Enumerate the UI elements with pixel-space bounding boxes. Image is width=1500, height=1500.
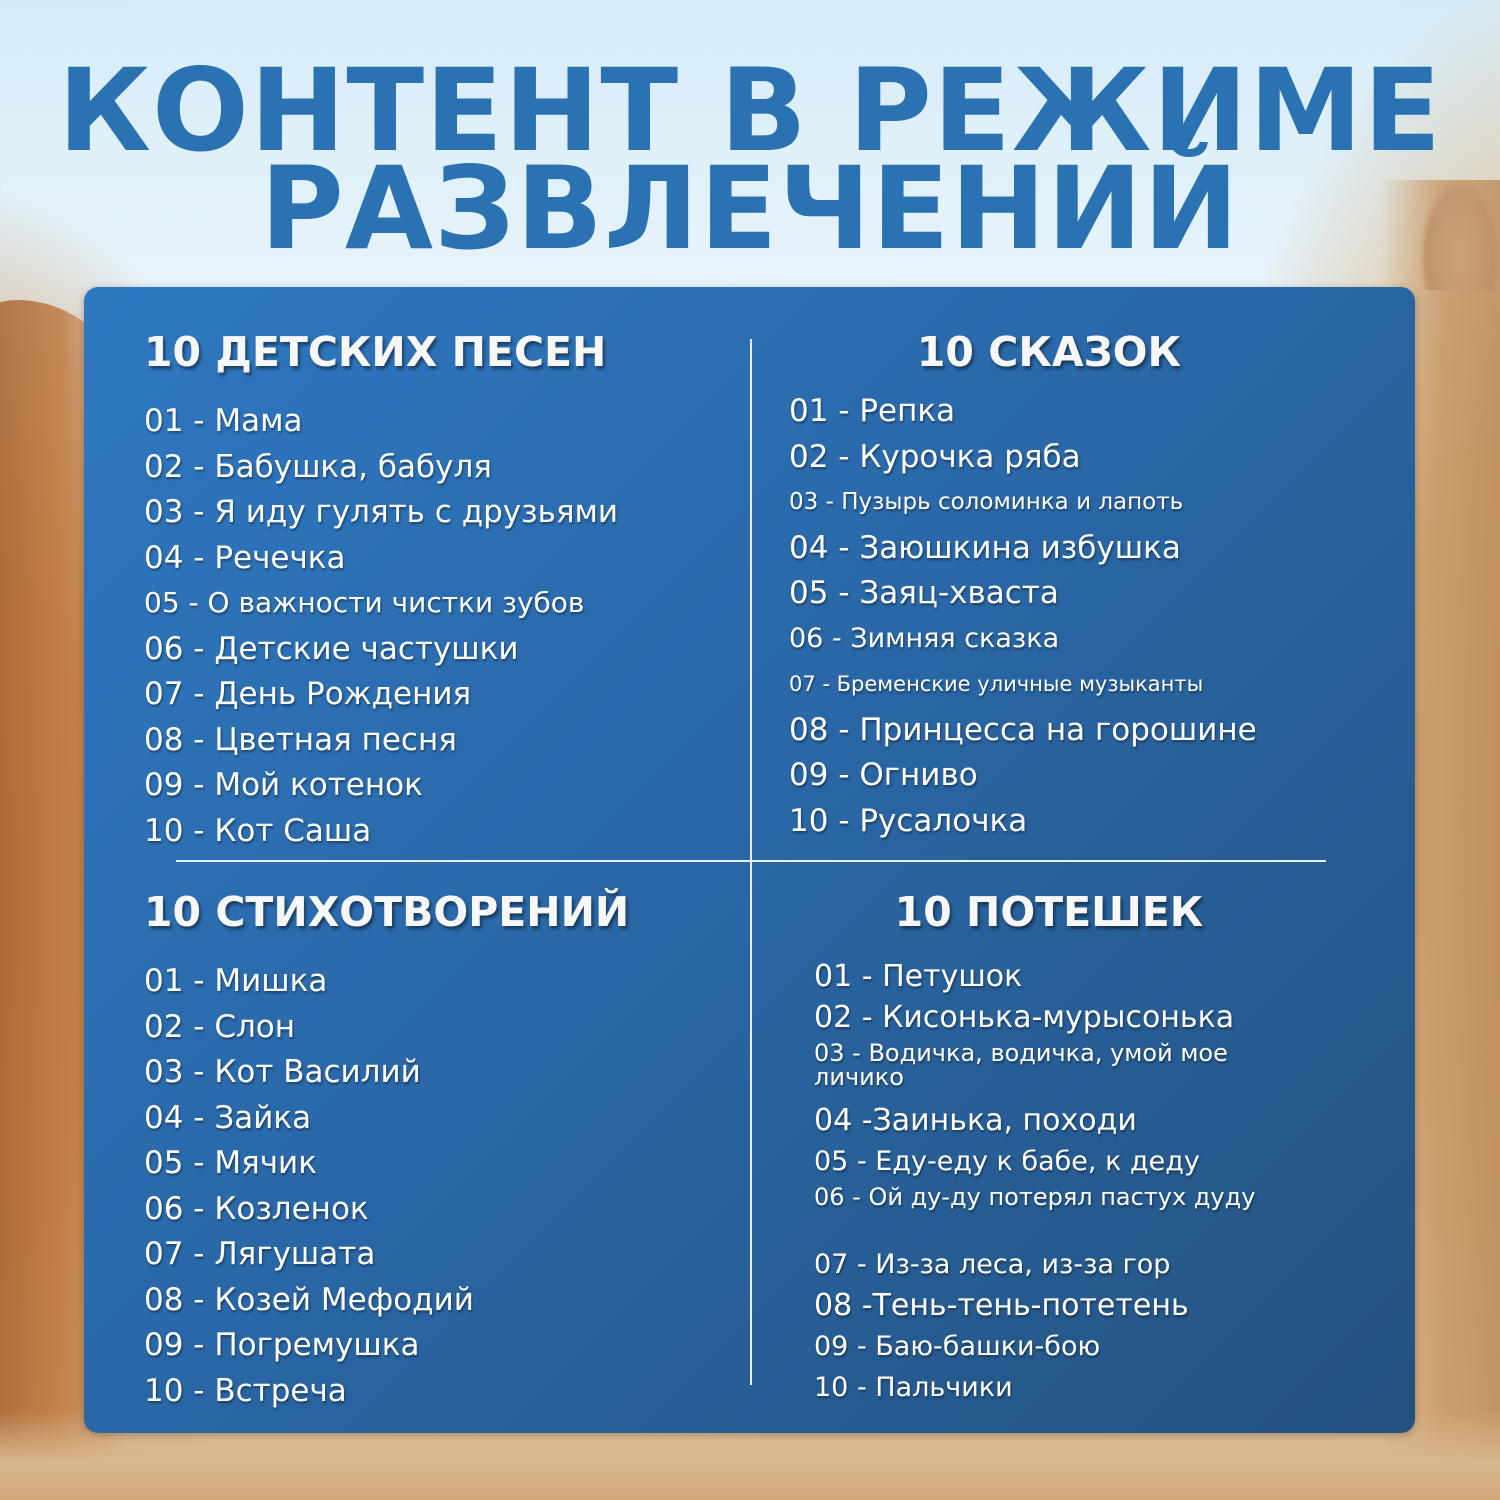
list-item: 08 - Принцесса на горошине bbox=[789, 711, 1257, 748]
page-title-line-2: РАЗВЛЕЧЕНИЙ bbox=[260, 142, 1240, 275]
list-item: 09 - Огниво bbox=[789, 757, 978, 793]
list-item: 09 - Погремушка bbox=[144, 1327, 420, 1363]
section-poems bbox=[144, 887, 734, 1418]
list-item: 01 - Петушок bbox=[814, 959, 1023, 994]
list-item: 10 - Пальчики bbox=[814, 1372, 1013, 1403]
list-item: 03 - Кот Василий bbox=[144, 1054, 421, 1090]
list-item: 01 - Мама bbox=[144, 403, 303, 439]
section-rhymes bbox=[814, 887, 1394, 1411]
list-item: 01 - Мишка bbox=[144, 963, 328, 999]
list-item: 07 - Из-за леса, из-за гор bbox=[814, 1249, 1171, 1280]
list-item: 04 - Речечка bbox=[144, 539, 346, 576]
list-item: 03 - Водичка, водичка, умой мое личико bbox=[814, 1039, 1228, 1091]
list-item: 04 - Заюшкина избушка bbox=[789, 529, 1181, 566]
list-item: 10 - Встреча bbox=[144, 1372, 347, 1409]
list-item: 02 - Бабушка, бабуля bbox=[144, 448, 492, 485]
list-item: 02 - Кисонька-мурысонька bbox=[814, 1000, 1235, 1035]
rhymes-list bbox=[814, 959, 1394, 1411]
songs-list bbox=[144, 403, 734, 858]
list-item: 06 - Детские частушки bbox=[144, 630, 519, 667]
vertical-divider bbox=[750, 339, 752, 1385]
list-item: 09 - Баю-башки-бою bbox=[814, 1331, 1101, 1362]
list-item: 07 - Лягушата bbox=[144, 1236, 376, 1272]
section-tales bbox=[789, 327, 1399, 848]
list-item: 07 - Бременские уличные музыканты bbox=[789, 672, 1204, 696]
list-item: 10 - Кот Саша bbox=[144, 812, 372, 849]
list-item: 08 -Тень-тень-потетень bbox=[814, 1288, 1189, 1323]
list-item: 06 - Козленок bbox=[144, 1190, 369, 1227]
page-title bbox=[0, 44, 1500, 275]
section-songs bbox=[144, 327, 734, 858]
section-rhymes-heading: 10 ПОТЕШЕК bbox=[894, 888, 1204, 936]
list-item: 05 - О важности чистки зубов bbox=[144, 586, 585, 619]
list-item: 02 - Курочка ряба bbox=[789, 438, 1081, 475]
list-item: 03 - Пузырь соломинка и лапоть bbox=[789, 489, 1184, 515]
list-item: 08 - Цветная песня bbox=[144, 721, 457, 758]
content-panel bbox=[84, 287, 1415, 1433]
section-tales-heading: 10 СКАЗОК bbox=[916, 328, 1182, 376]
poems-list bbox=[144, 963, 734, 1418]
list-item: 05 - Мячик bbox=[144, 1145, 317, 1181]
list-item: 10 - Русалочка bbox=[789, 802, 1028, 839]
list-item: 04 - Зайка bbox=[144, 1099, 312, 1136]
list-item: 06 - Ой ду-ду потерял пастух дуду bbox=[814, 1183, 1256, 1211]
list-item: 09 - Мой котенок bbox=[144, 767, 423, 803]
list-item: 03 - Я иду гулять с друзьями bbox=[144, 494, 619, 530]
list-item: 07 - День Рождения bbox=[144, 676, 472, 712]
list-item: 08 - Козей Мефодий bbox=[144, 1281, 474, 1318]
list-item: 05 - Еду-еду к бабе, к деду bbox=[814, 1146, 1200, 1177]
list-item: 02 - Слон bbox=[144, 1008, 296, 1045]
horizontal-divider bbox=[176, 860, 1326, 862]
page-title-line-1: КОНТЕНТ В РЕЖИМЕ bbox=[57, 44, 1443, 177]
list-item: 05 - Заяц-хваста bbox=[789, 575, 1059, 611]
section-poems-heading: 10 СТИХОТВОРЕНИЙ bbox=[144, 888, 630, 936]
section-songs-heading: 10 ДЕТСКИХ ПЕСЕН bbox=[144, 328, 607, 376]
list-item: 04 -Заинька, походи bbox=[814, 1103, 1137, 1138]
list-item: 06 - Зимняя сказка bbox=[789, 622, 1060, 654]
list-item: 01 - Репка bbox=[789, 393, 956, 429]
tales-list bbox=[789, 393, 1399, 848]
